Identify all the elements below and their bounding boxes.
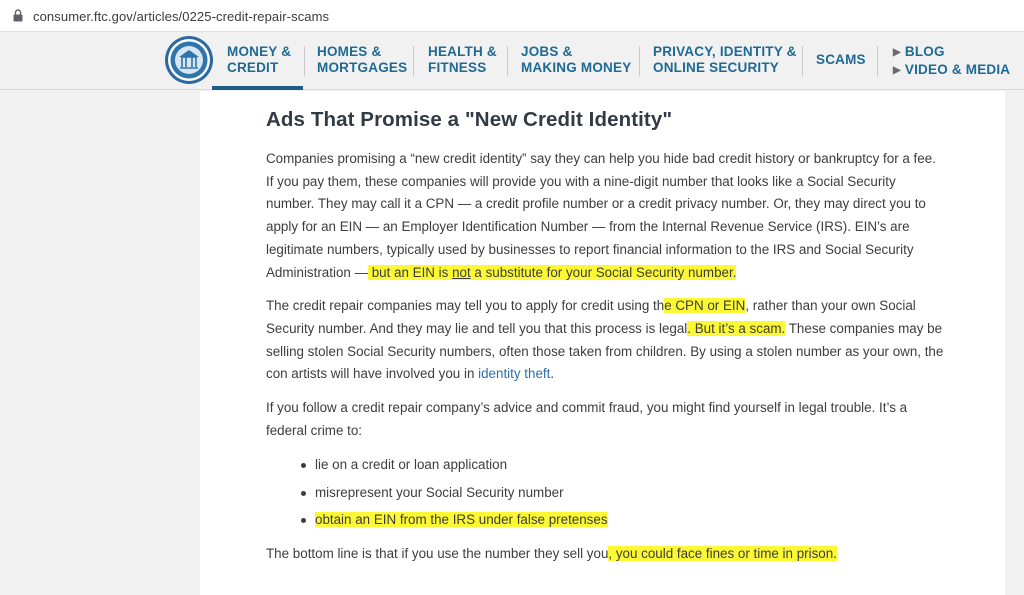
nav-privacy-identity[interactable]: PRIVACY, IDENTITY & ONLINE SECURITY — [653, 44, 797, 75]
paragraph-new-credit-identity: Companies promising a “new credit identity” say they can help you hide bad credit history or bankruptcy for a fee. If you pay them, these companies will provide you with a nine-digit number that looks like a Social Security number. They may call it a CPN — a credit profile number or a credit privacy number. Or, they may direct you to apply for an EIN — an Employer Identification Number — from the Internal Revenue Service (IRS). EIN’s are legitimate numbers, typically used by businesses to report financial information to the IRS and Social Security Administration — but an EIN is not a substitute for your Social Security number. — [266, 151, 936, 280]
nav-money-credit[interactable]: MONEY & CREDIT — [227, 44, 292, 75]
nav-scams[interactable]: SCAMS — [816, 52, 866, 67]
triangle-right-icon: ▶ — [893, 47, 901, 58]
url-text[interactable]: consumer.ftc.gov/articles/0225-credit-repair-scams — [33, 9, 330, 24]
list-item: misrepresent your Social Security number — [300, 484, 946, 502]
paragraph-federal-crime: If you follow a credit repair company’s advice and commit fraud, you might find yourself in legal trouble. It’s a federal crime to: — [266, 400, 908, 438]
nav-blog-link[interactable]: ▶ BLOG — [893, 44, 945, 59]
highlighted-text: . But it’s a scam. — [687, 320, 786, 336]
ftc-seal-logo[interactable] — [164, 35, 214, 85]
nav-divider — [304, 46, 305, 76]
nav-health-fitness[interactable]: HEALTH & FITNESS — [428, 44, 497, 75]
list-item: lie on a credit or loan application — [300, 456, 946, 474]
nav-video-media-link[interactable]: ▶ VIDEO & MEDIA — [893, 62, 1011, 77]
active-nav-indicator — [212, 86, 303, 90]
highlighted-text: e CPN or EIN — [664, 298, 746, 314]
nav-homes-mortgages[interactable]: HOMES & MORTGAGES — [317, 44, 408, 75]
site-header — [0, 32, 1024, 90]
nav-divider — [413, 46, 414, 76]
paragraph-bottom-line: The bottom line is that if you use the number they sell you, you could face fines or time in prison. — [266, 546, 837, 562]
highlighted-text: but an EIN is not a substitute for your Social Security number. — [367, 264, 737, 280]
nav-divider — [802, 46, 803, 76]
article-content — [266, 108, 946, 577]
list-item — [300, 511, 946, 529]
nav-jobs-making-money[interactable]: JOBS & MAKING MONEY — [521, 44, 632, 75]
lock-icon — [13, 9, 23, 22]
nav-extra-links — [893, 44, 1010, 80]
nav-divider — [877, 46, 878, 76]
article-heading: Ads That Promise a "New Credit Identity" — [266, 108, 673, 131]
triangle-right-icon: ▶ — [893, 65, 901, 76]
identity-theft-link[interactable]: identity theft — [478, 366, 551, 382]
address-bar[interactable] — [0, 0, 1024, 32]
highlighted-text: obtain an EIN from the IRS under false pretenses — [315, 512, 608, 528]
article-panel — [200, 91, 1005, 595]
highlighted-text: , you could face fines or time in prison. — [608, 546, 837, 562]
crime-list — [300, 456, 946, 529]
nav-divider — [507, 46, 508, 76]
nav-divider — [639, 46, 640, 76]
paragraph-cpn-ein: The credit repair companies may tell you to apply for credit using the CPN or EIN, rather than your own Social Security number. And they may lie and tell you that this process is legal. But it’s a scam. These companies may be selling stolen Social Security numbers, often those taken from children. By using a stolen number as your own, the con artists will have involved you in identity theft. — [266, 298, 944, 382]
